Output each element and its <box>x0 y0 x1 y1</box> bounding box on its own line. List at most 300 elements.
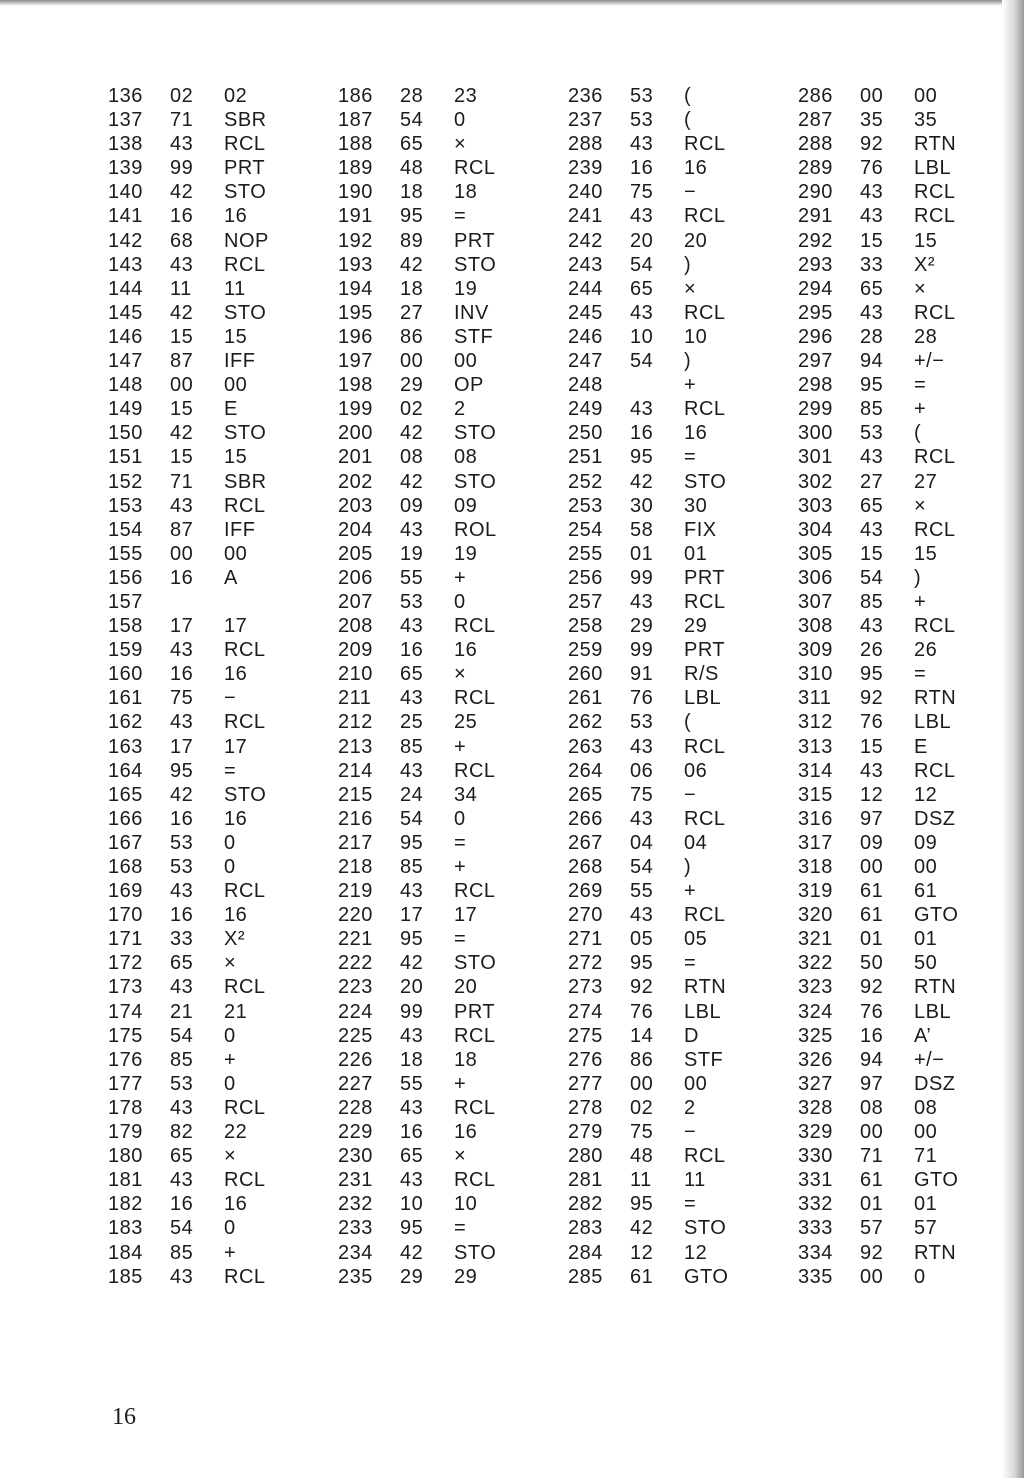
step-location: 162 <box>108 711 143 734</box>
key-mnemonic: 71 <box>914 1145 938 1168</box>
step-location: 301 <box>798 446 833 469</box>
step-location: 240 <box>568 181 603 204</box>
key-mnemonic: × <box>454 663 467 686</box>
step-location: 187 <box>338 109 373 132</box>
key-mnemonic: ( <box>914 422 922 445</box>
listing-row <box>108 638 338 662</box>
listing-row <box>798 1168 1024 1192</box>
listing-row <box>338 1048 568 1072</box>
key-code: 09 <box>860 831 884 854</box>
step-location: 254 <box>568 518 603 541</box>
key-code: 65 <box>170 1145 194 1168</box>
step-location: 322 <box>798 952 833 975</box>
step-location: 142 <box>108 229 143 252</box>
listing-row <box>108 108 338 132</box>
key-mnemonic: RTN <box>914 1241 957 1264</box>
key-code: 95 <box>400 928 424 951</box>
listing-row <box>338 855 568 879</box>
listing-row <box>798 325 1024 349</box>
key-mnemonic: = <box>684 446 697 469</box>
key-mnemonic: RCL <box>224 639 266 662</box>
listing-row <box>568 397 798 421</box>
key-code: 15 <box>860 542 884 565</box>
key-mnemonic: RCL <box>914 181 956 204</box>
key-code: 43 <box>170 976 194 999</box>
step-location: 274 <box>568 1000 603 1023</box>
key-code: 95 <box>630 952 654 975</box>
key-code: 76 <box>630 687 654 710</box>
step-location: 207 <box>338 590 373 613</box>
key-mnemonic: R/S <box>684 663 719 686</box>
key-code: 50 <box>860 952 884 975</box>
step-location: 265 <box>568 783 603 806</box>
key-code: 43 <box>170 711 194 734</box>
step-location: 318 <box>798 856 833 878</box>
listing-row <box>568 807 798 831</box>
key-mnemonic: STO <box>454 952 497 975</box>
listing-row <box>798 204 1024 228</box>
listing-row <box>798 229 1024 253</box>
listing-row <box>798 421 1024 445</box>
key-mnemonic: 00 <box>914 856 938 878</box>
page-top-shadow <box>0 0 1024 6</box>
key-code: 65 <box>400 133 424 156</box>
step-location: 300 <box>798 422 833 445</box>
key-code: 16 <box>630 157 654 180</box>
listing-row <box>108 1024 338 1048</box>
key-code: 09 <box>400 494 424 517</box>
key-code: 08 <box>860 1096 884 1119</box>
listing-row <box>798 301 1024 325</box>
step-location: 215 <box>338 783 373 806</box>
step-location: 185 <box>108 1265 143 1288</box>
step-location: 159 <box>108 639 143 662</box>
key-code: 48 <box>630 1145 654 1168</box>
listing-row <box>108 397 338 421</box>
step-location: 173 <box>108 976 143 999</box>
listing-row <box>108 470 338 494</box>
listing-row <box>338 470 568 494</box>
listing-row <box>568 614 798 638</box>
listing-row <box>798 132 1024 156</box>
key-code: 14 <box>630 1024 654 1047</box>
key-code: 43 <box>170 253 194 276</box>
key-mnemonic: X² <box>914 253 935 276</box>
step-location: 165 <box>108 783 143 806</box>
key-code: 24 <box>400 783 424 806</box>
listing-row <box>338 494 568 518</box>
key-code: 00 <box>860 856 884 878</box>
listing-row <box>798 180 1024 204</box>
key-mnemonic: 11 <box>684 1169 706 1192</box>
key-code: 43 <box>630 398 654 421</box>
key-code: 16 <box>400 1121 424 1144</box>
key-code: 92 <box>860 976 884 999</box>
step-location: 251 <box>568 446 603 469</box>
listing-row <box>108 204 338 228</box>
key-mnemonic: 16 <box>224 904 248 927</box>
key-code: 53 <box>630 85 654 107</box>
step-location: 213 <box>338 735 373 758</box>
key-code: 48 <box>400 157 424 180</box>
step-location: 192 <box>338 229 373 252</box>
listing-row <box>108 1168 338 1192</box>
step-location: 177 <box>108 1072 143 1095</box>
step-location: 296 <box>798 325 833 348</box>
listing-row <box>108 373 338 397</box>
listing-row <box>798 518 1024 542</box>
step-location: 291 <box>798 205 833 228</box>
key-mnemonic: = <box>684 952 697 975</box>
key-code: 82 <box>170 1121 194 1144</box>
key-code: 10 <box>630 325 654 348</box>
key-mnemonic: RTN <box>914 687 957 710</box>
key-mnemonic: ) <box>914 566 922 589</box>
listing-row <box>798 373 1024 397</box>
listing-row <box>108 301 338 325</box>
listing-row <box>338 686 568 710</box>
key-mnemonic: 08 <box>914 1096 938 1119</box>
step-location: 208 <box>338 615 373 638</box>
key-mnemonic: ) <box>684 856 692 878</box>
listing-row <box>568 277 798 301</box>
key-code: 85 <box>860 590 884 613</box>
key-mnemonic: 16 <box>224 807 248 830</box>
key-mnemonic: 11 <box>224 277 246 300</box>
listing-row <box>338 710 568 734</box>
listing-row <box>338 325 568 349</box>
key-code: 85 <box>400 735 424 758</box>
listing-row <box>108 879 338 903</box>
listing-row <box>798 831 1024 855</box>
key-code: 20 <box>400 976 424 999</box>
key-code: 16 <box>170 663 194 686</box>
program-listing <box>0 84 1000 1294</box>
key-code: 95 <box>400 205 424 228</box>
step-location: 245 <box>568 301 603 324</box>
key-code: 92 <box>860 687 884 710</box>
step-location: 294 <box>798 277 833 300</box>
listing-row <box>798 1192 1024 1216</box>
listing-row <box>798 638 1024 662</box>
key-code: 95 <box>860 374 884 397</box>
key-code: 42 <box>400 470 424 493</box>
step-location: 184 <box>108 1241 143 1264</box>
key-code: 01 <box>860 1193 884 1216</box>
step-location: 212 <box>338 711 373 734</box>
listing-row <box>338 204 568 228</box>
step-location: 233 <box>338 1217 373 1240</box>
key-code: 42 <box>170 301 194 324</box>
listing-row <box>338 132 568 156</box>
step-location: 157 <box>108 590 143 613</box>
key-code: 12 <box>860 783 884 806</box>
listing-row <box>338 1265 568 1289</box>
step-location: 253 <box>568 494 603 517</box>
listing-row <box>798 1048 1024 1072</box>
key-code: 35 <box>860 109 884 132</box>
key-mnemonic: STF <box>684 1048 724 1071</box>
step-location: 180 <box>108 1145 143 1168</box>
step-location: 282 <box>568 1193 603 1216</box>
step-location: 312 <box>798 711 833 734</box>
listing-row <box>338 1024 568 1048</box>
listing-row <box>338 349 568 373</box>
key-mnemonic: 15 <box>914 542 938 565</box>
key-code: 61 <box>860 1169 884 1192</box>
key-mnemonic: × <box>454 133 467 156</box>
step-location: 309 <box>798 639 833 662</box>
key-mnemonic: 17 <box>224 615 248 638</box>
listing-row <box>108 542 338 566</box>
key-mnemonic: ) <box>684 253 692 276</box>
key-mnemonic: INV <box>454 301 489 324</box>
key-mnemonic: LBL <box>914 1000 952 1023</box>
step-location: 302 <box>798 470 833 493</box>
step-location: 203 <box>338 494 373 517</box>
key-code: 76 <box>630 1000 654 1023</box>
step-location: 330 <box>798 1145 833 1168</box>
listing-row <box>108 421 338 445</box>
key-code: 43 <box>860 205 884 228</box>
key-mnemonic: = <box>454 1217 467 1240</box>
step-location: 172 <box>108 952 143 975</box>
key-mnemonic: 16 <box>224 1193 248 1216</box>
step-location: 319 <box>798 880 833 903</box>
listing-row <box>568 735 798 759</box>
listing-row <box>798 1072 1024 1096</box>
key-mnemonic: 16 <box>454 1121 478 1144</box>
key-code: 43 <box>630 735 654 758</box>
step-location: 239 <box>568 157 603 180</box>
key-code: 43 <box>860 759 884 782</box>
listing-row <box>338 542 568 566</box>
key-mnemonic: GTO <box>914 904 959 927</box>
listing-row <box>568 325 798 349</box>
listing-row <box>798 156 1024 180</box>
listing-row <box>568 710 798 734</box>
listing-row <box>568 1024 798 1048</box>
key-code: 92 <box>860 1241 884 1264</box>
step-location: 303 <box>798 494 833 517</box>
key-mnemonic: 20 <box>454 976 478 999</box>
key-mnemonic: 0 <box>454 109 466 132</box>
step-location: 193 <box>338 253 373 276</box>
listing-row <box>338 807 568 831</box>
key-code: 43 <box>630 590 654 613</box>
key-code: 00 <box>400 350 424 373</box>
listing-row <box>798 855 1024 879</box>
step-location: 260 <box>568 663 603 686</box>
step-location: 272 <box>568 952 603 975</box>
key-mnemonic: STO <box>684 470 727 493</box>
step-location: 224 <box>338 1000 373 1023</box>
key-code: 53 <box>170 856 194 878</box>
step-location: 334 <box>798 1241 833 1264</box>
key-mnemonic: NOP <box>224 229 269 252</box>
key-mnemonic: + <box>454 735 467 758</box>
listing-row <box>338 180 568 204</box>
key-code: 92 <box>860 133 884 156</box>
listing-row <box>568 1096 798 1120</box>
key-code: 76 <box>860 1000 884 1023</box>
step-location: 328 <box>798 1096 833 1119</box>
step-location: 329 <box>798 1121 833 1144</box>
key-code: 29 <box>400 1265 424 1288</box>
step-location: 326 <box>798 1048 833 1071</box>
step-location: 182 <box>108 1193 143 1216</box>
key-code: 06 <box>630 759 654 782</box>
key-mnemonic: 2 <box>684 1096 696 1119</box>
listing-row <box>568 494 798 518</box>
step-location: 263 <box>568 735 603 758</box>
key-mnemonic: 19 <box>454 277 478 300</box>
listing-row <box>338 975 568 999</box>
key-mnemonic: RCL <box>914 205 956 228</box>
step-location: 175 <box>108 1024 143 1047</box>
step-location: 243 <box>568 253 603 276</box>
step-location: 191 <box>338 205 373 228</box>
step-location: 305 <box>798 542 833 565</box>
step-location: 226 <box>338 1048 373 1071</box>
listing-row <box>108 759 338 783</box>
key-mnemonic: RCL <box>914 759 956 782</box>
step-location: 281 <box>568 1169 603 1192</box>
step-location: 266 <box>568 807 603 830</box>
listing-row <box>108 1192 338 1216</box>
listing-row <box>338 662 568 686</box>
listing-row <box>338 229 568 253</box>
step-location: 230 <box>338 1145 373 1168</box>
key-code: 61 <box>630 1265 654 1288</box>
listing-row <box>338 301 568 325</box>
key-code: 12 <box>630 1241 654 1264</box>
key-code: 29 <box>400 374 424 397</box>
listing-row <box>338 373 568 397</box>
step-location: 140 <box>108 181 143 204</box>
listing-row <box>108 1144 338 1168</box>
key-mnemonic: + <box>454 856 467 878</box>
key-mnemonic: IFF <box>224 518 256 541</box>
key-code: 02 <box>630 1096 654 1119</box>
listing-row <box>108 1241 338 1265</box>
step-location: 196 <box>338 325 373 348</box>
listing-row <box>798 686 1024 710</box>
key-code: 65 <box>400 663 424 686</box>
key-mnemonic: 21 <box>224 1000 248 1023</box>
step-location: 269 <box>568 880 603 903</box>
step-location: 324 <box>798 1000 833 1023</box>
listing-row <box>108 927 338 951</box>
key-mnemonic: DSZ <box>914 807 956 830</box>
key-mnemonic: OP <box>454 374 484 397</box>
step-location: 292 <box>798 229 833 252</box>
listing-row <box>108 518 338 542</box>
key-mnemonic: = <box>684 1193 697 1216</box>
step-location: 276 <box>568 1048 603 1071</box>
step-location: 145 <box>108 301 143 324</box>
listing-row <box>338 1192 568 1216</box>
key-code: 25 <box>400 711 424 734</box>
listing-row <box>108 951 338 975</box>
listing-row <box>568 373 798 397</box>
key-code: 53 <box>170 831 194 854</box>
listing-row <box>798 1144 1024 1168</box>
key-mnemonic: RCL <box>454 157 496 180</box>
key-code: 43 <box>860 615 884 638</box>
listing-row <box>338 108 568 132</box>
key-mnemonic: RTN <box>914 976 957 999</box>
step-location: 315 <box>798 783 833 806</box>
key-mnemonic: 29 <box>684 615 708 638</box>
listing-row <box>798 759 1024 783</box>
step-location: 235 <box>338 1265 373 1288</box>
key-mnemonic: STO <box>224 181 267 204</box>
listing-row <box>108 132 338 156</box>
step-location: 288 <box>798 133 833 156</box>
key-mnemonic: ) <box>684 350 692 373</box>
listing-row <box>338 1216 568 1240</box>
step-location: 307 <box>798 590 833 613</box>
step-location: 221 <box>338 928 373 951</box>
step-location: 244 <box>568 277 603 300</box>
step-location: 174 <box>108 1000 143 1023</box>
key-mnemonic: × <box>454 1145 467 1168</box>
step-location: 297 <box>798 350 833 373</box>
listing-row <box>568 1048 798 1072</box>
key-code: 17 <box>170 735 194 758</box>
step-location: 317 <box>798 831 833 854</box>
step-location: 151 <box>108 446 143 469</box>
key-code: 42 <box>400 952 424 975</box>
key-code: 75 <box>170 687 194 710</box>
step-location: 197 <box>338 350 373 373</box>
key-code: 43 <box>400 687 424 710</box>
key-mnemonic: 00 <box>684 1072 708 1095</box>
listing-row <box>798 975 1024 999</box>
key-mnemonic: − <box>684 1121 697 1144</box>
key-code: 95 <box>630 1193 654 1216</box>
key-mnemonic: RCL <box>914 615 956 638</box>
key-mnemonic: 02 <box>224 85 248 107</box>
key-code: 42 <box>170 783 194 806</box>
step-location: 150 <box>108 422 143 445</box>
key-mnemonic: RCL <box>224 133 266 156</box>
listing-row <box>108 156 338 180</box>
key-mnemonic: 00 <box>224 374 248 397</box>
step-location: 273 <box>568 976 603 999</box>
key-mnemonic: − <box>224 687 237 710</box>
step-location: 310 <box>798 663 833 686</box>
key-code: 00 <box>630 1072 654 1095</box>
listing-row <box>338 783 568 807</box>
key-mnemonic: RCL <box>914 518 956 541</box>
key-code: 00 <box>860 1265 884 1288</box>
key-mnemonic: = <box>454 205 467 228</box>
listing-row <box>568 421 798 445</box>
key-mnemonic: × <box>914 494 927 517</box>
key-code: 16 <box>170 807 194 830</box>
listing-column-1 <box>108 84 338 1289</box>
key-code: 85 <box>170 1241 194 1264</box>
key-code: 43 <box>630 807 654 830</box>
listing-row <box>108 831 338 855</box>
step-location: 198 <box>338 374 373 397</box>
key-mnemonic: 20 <box>684 229 708 252</box>
step-location: 216 <box>338 807 373 830</box>
step-location: 209 <box>338 639 373 662</box>
key-code: 18 <box>400 277 424 300</box>
